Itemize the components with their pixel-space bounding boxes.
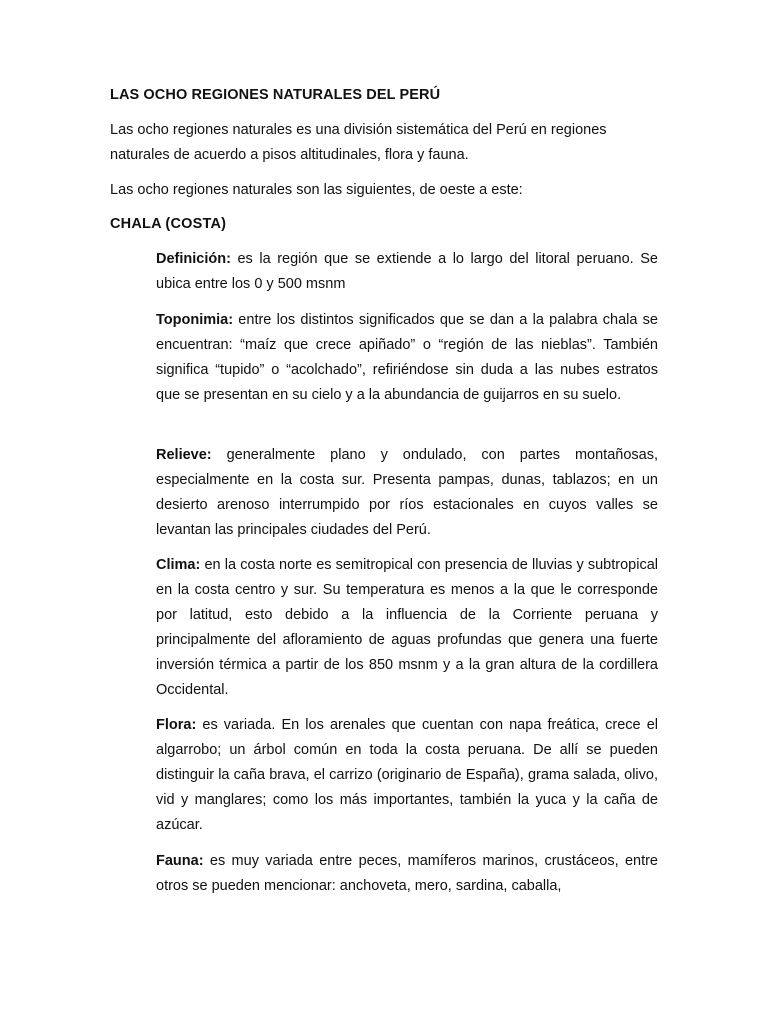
intro-paragraph: Las ocho regiones naturales son las siguientes, de oeste a este:: [110, 182, 523, 198]
intro-paragraph: Las ocho regiones naturales es una división sistemática del Perú en regiones naturales de acuerdo a pisos altitudinales, flora y fauna.: [110, 122, 607, 163]
item-text: es la región que se extiende a lo largo del litoral peruano. Se ubica entre los 0 y 500 msnm: [156, 251, 658, 292]
item-term: Toponimia:: [156, 312, 234, 328]
fauna-paragraph: [156, 849, 658, 899]
item-term: Flora:: [156, 717, 197, 733]
item-text: en la costa norte es semitropical con presencia de lluvias y subtropical en la costa centro y sur. Su temperatura es menos a la que le corresponde por latitud, esto debido a la influencia de la Corriente peruana y principalmente del afloramiento de aguas profundas que genera una fuerte inversión térmica a partir de los 850 msnm y a la gran altura de la cordillera Occidental.: [156, 557, 658, 698]
item-text: generalmente plano y ondulado, con partes montañosas, especialmente en la costa sur. Presenta pampas, dunas, tablazos; en un desierto arenoso interrumpido por ríos estacionales en cuyos valles se levantan las principales ciudades del Perú.: [156, 447, 658, 538]
item-term: Fauna:: [156, 853, 204, 869]
definition-paragraph: [156, 247, 658, 297]
toponymy-paragraph: [156, 308, 658, 408]
flora-paragraph: [156, 713, 658, 838]
section-heading: CHALA (COSTA): [110, 216, 227, 232]
relief-paragraph: [156, 443, 658, 543]
item-term: Relieve:: [156, 447, 212, 463]
item-text: es muy variada entre peces, mamíferos marinos, crustáceos, entre otros se pueden mencionar: anchoveta, mero, sardina, caballa,: [156, 853, 658, 894]
document-title: LAS OCHO REGIONES NATURALES DEL PERÚ: [110, 87, 441, 103]
item-term: Clima:: [156, 557, 201, 573]
item-text: entre los distintos significados que se dan a la palabra chala se encuentran: “maíz que crece apiñado” o “región de las nieblas”. También significa “tupido” o “acolchado”, refiriéndose sin duda a las nubes estratos que se presentan en su cielo y a la abundancia de guijarros en su suelo.: [156, 312, 658, 403]
item-term: Definición:: [156, 251, 231, 267]
item-text: es variada. En los arenales que cuentan con napa freática, crece el algarrobo; un árbol común en toda la costa peruana. De allí se pueden distinguir la caña brava, el carrizo (originario de España), grama salada, olivo, vid y manglares; como los más importantes, también la yuca y la caña de azúcar.: [156, 717, 658, 833]
climate-paragraph: [156, 553, 658, 703]
